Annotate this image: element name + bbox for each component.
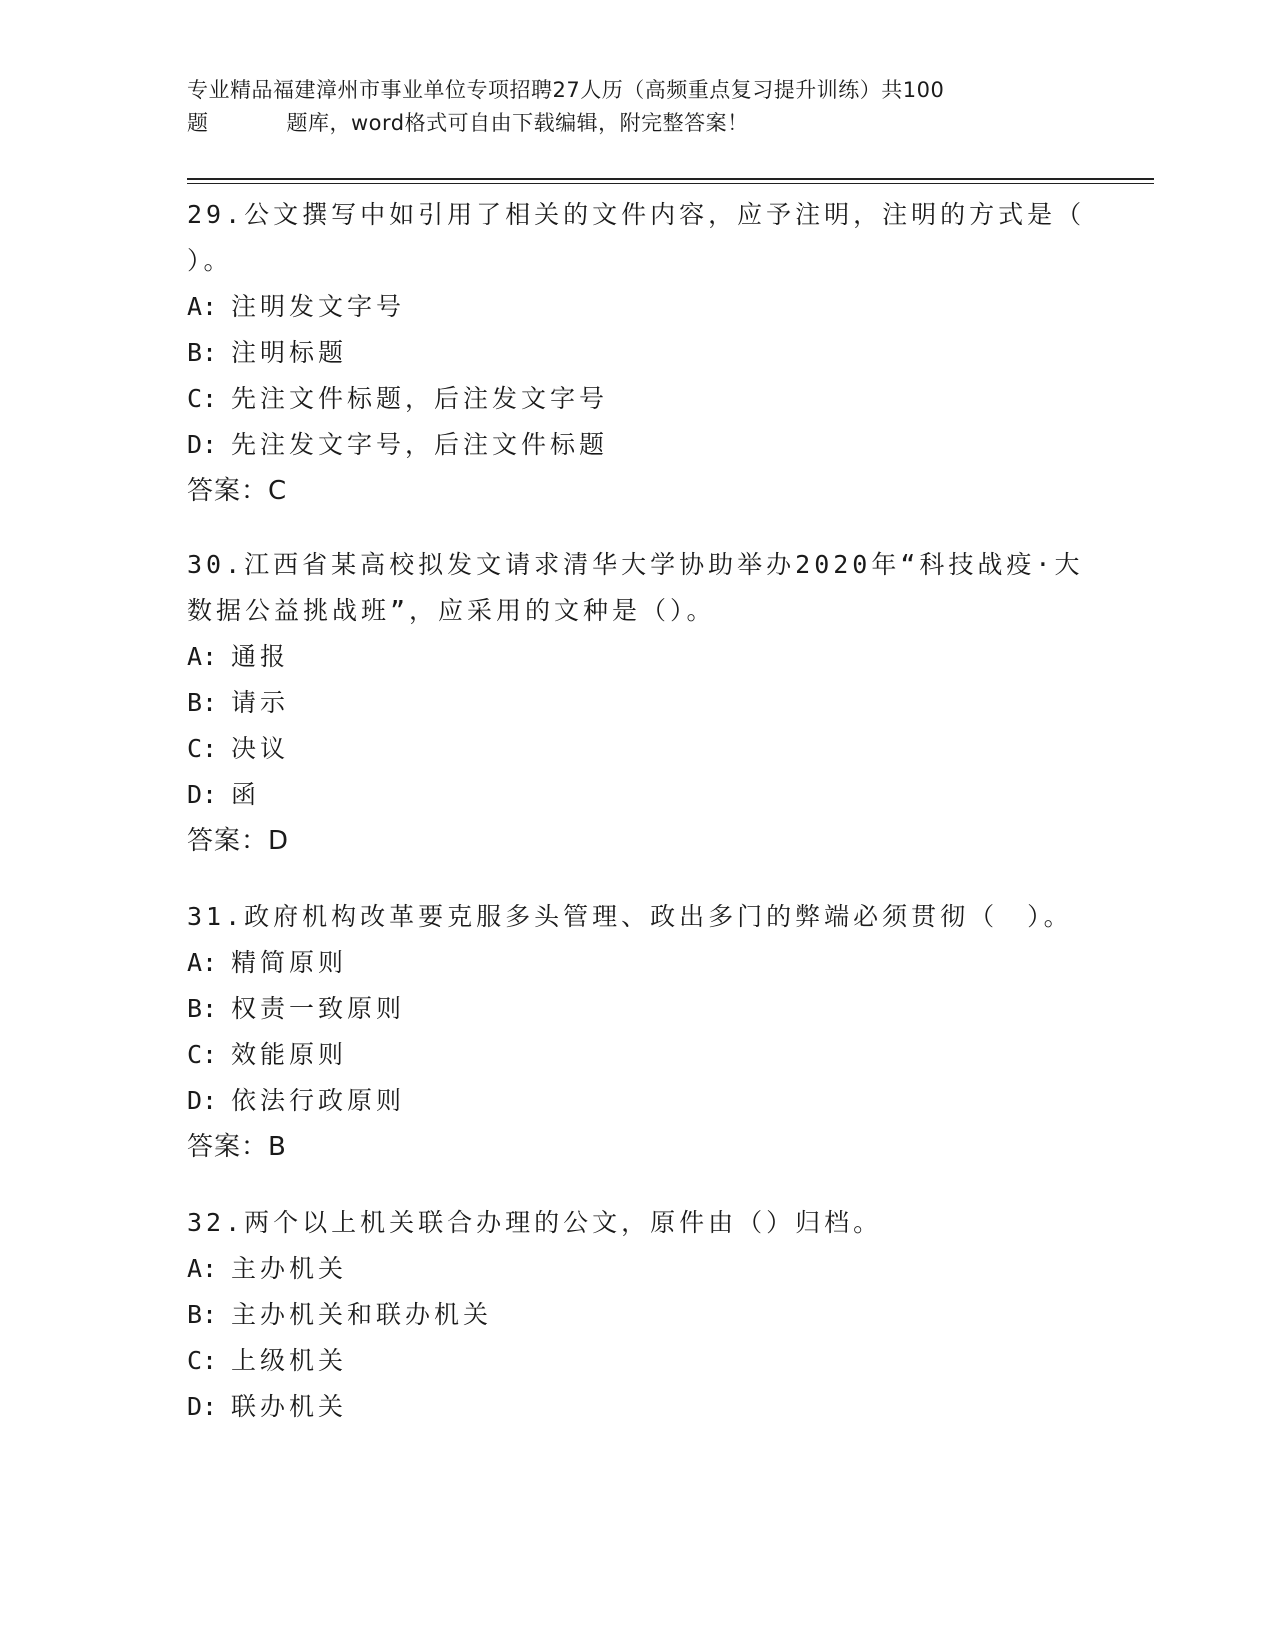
header-divider [187, 178, 1154, 184]
option-text: 主办机关 [231, 1254, 348, 1283]
option-text: 先注文件标题，后注发文字号 [231, 384, 609, 413]
option-c [187, 1032, 1087, 1078]
question-29 [187, 192, 1087, 514]
option-text: 先注发文字号，后注文件标题 [231, 430, 609, 459]
question-stem: 30.江西省某高校拟发文请求清华大学协助举办2020年“科技战疫·大数据公益挑战班”，应采用的文种是（）。 [187, 550, 1084, 625]
option-d [187, 422, 1087, 468]
option-c [187, 1338, 1087, 1384]
question-stem: 29.公文撰写中如引用了相关的文件内容，应予注明，注明的方式是（ ）。 [187, 200, 1086, 275]
option-text: 上级机关 [231, 1346, 348, 1375]
page-header [187, 74, 1087, 140]
option-letter: A: [187, 1254, 218, 1283]
answer-line: 答案：D [187, 826, 290, 856]
option-letter: B: [187, 688, 218, 717]
option-letter: D: [187, 1392, 218, 1421]
question-stem: 31.政府机构改革要克服多头管理、政出多门的弊端必须贯彻（ ）。 [187, 902, 1073, 931]
option-letter: C: [187, 1040, 218, 1069]
option-letter: D: [187, 430, 218, 459]
option-a [187, 284, 1087, 330]
header-title-line: 专业精品福建漳州市事业单位专项招聘27人历（高频重点复习提升训练）共100 [187, 78, 945, 102]
option-c [187, 376, 1087, 422]
option-b [187, 330, 1087, 376]
option-b [187, 1292, 1087, 1338]
option-letter: C: [187, 1346, 218, 1375]
option-text: 函 [231, 780, 261, 809]
option-text: 请示 [231, 688, 290, 717]
option-text: 决议 [231, 734, 290, 763]
option-d [187, 1078, 1087, 1124]
question-32 [187, 1200, 1087, 1430]
option-letter: D: [187, 1086, 218, 1115]
option-text: 通报 [231, 642, 290, 671]
question-31 [187, 894, 1087, 1170]
header-subtitle-right: 题库，word格式可自由下载编辑，附完整答案！ [286, 111, 749, 135]
option-b [187, 986, 1087, 1032]
question-30 [187, 542, 1087, 864]
option-a [187, 634, 1087, 680]
option-letter: A: [187, 948, 218, 977]
option-text: 效能原则 [231, 1040, 348, 1069]
header-subtitle-left: 题 [187, 111, 209, 135]
option-a [187, 940, 1087, 986]
answer-line: 答案：B [187, 1132, 287, 1162]
option-text: 联办机关 [231, 1392, 348, 1421]
option-b [187, 680, 1087, 726]
answer-line: 答案：C [187, 476, 288, 506]
option-d [187, 772, 1087, 818]
option-text: 主办机关和联办机关 [231, 1300, 493, 1329]
option-text: 注明标题 [231, 338, 348, 367]
option-text: 权责一致原则 [231, 994, 406, 1023]
option-letter: C: [187, 384, 218, 413]
option-letter: A: [187, 642, 218, 671]
option-letter: D: [187, 780, 218, 809]
option-text: 精简原则 [231, 948, 348, 977]
header-subtitle-line [187, 107, 1087, 140]
option-letter: C: [187, 734, 218, 763]
option-a [187, 1246, 1087, 1292]
option-letter: B: [187, 338, 218, 367]
option-letter: B: [187, 1300, 218, 1329]
option-d [187, 1384, 1087, 1430]
option-letter: B: [187, 994, 218, 1023]
option-text: 注明发文字号 [231, 292, 406, 321]
question-stem: 32.两个以上机关联合办理的公文，原件由（）归档。 [187, 1208, 883, 1237]
option-text: 依法行政原则 [231, 1086, 406, 1115]
option-letter: A: [187, 292, 218, 321]
option-c [187, 726, 1087, 772]
